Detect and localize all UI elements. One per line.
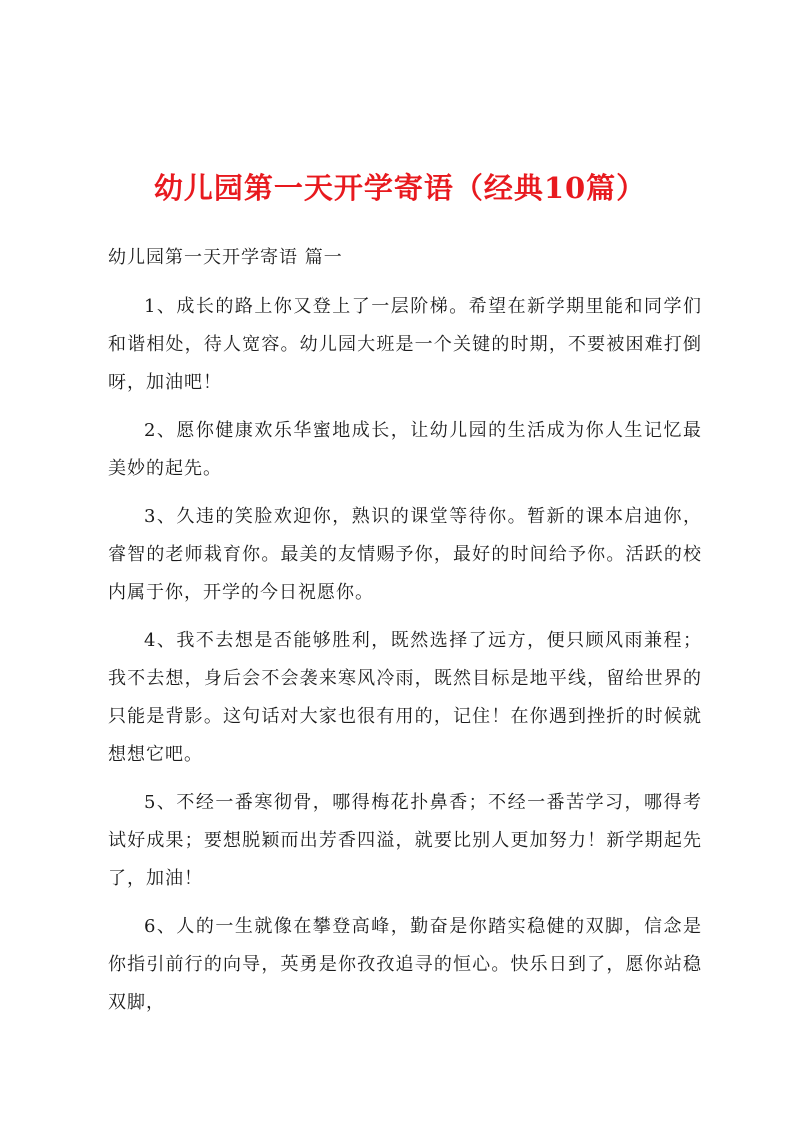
paragraph-5: 5、不经一番寒彻骨，哪得梅花扑鼻香；不经一番苦学习，哪得考试好成果；要想脱颖而出芳香四溢，就要比别人更加努力！新学期起先了，加油！ <box>108 792 702 889</box>
paragraph-2: 2、愿你健康欢乐华蜜地成长，让幼儿园的生活成为你人生记忆最美妙的起先。 <box>108 420 702 479</box>
paragraph-3: 3、久违的笑脸欢迎你，熟识的课堂等待你。暂新的课本启迪你，睿智的老师栽育你。最美的友情赐予你，最好的时间给予你。活跃的校内属于你，开学的今日祝愿你。 <box>108 506 702 603</box>
document-body <box>108 240 702 1032</box>
page-title: 幼儿园第一天开学寄语（经典10篇） <box>153 171 647 205</box>
paragraph-6: 6、人的一生就像在攀登高峰，勤奋是你踏实稳健的双脚，信念是你指引前行的向导，英勇是你孜孜追寻的恒心。快乐日到了，愿你站稳双脚， <box>108 916 702 1013</box>
paragraph-1: 1、成长的路上你又登上了一层阶梯。希望在新学期里能和同学们和谐相处，待人宽容。幼儿园大班是一个关键的时期，不要被困难打倒呀，加油吧！ <box>108 296 702 393</box>
paragraph-4: 4、我不去想是否能够胜利，既然选择了远方，便只顾风雨兼程；我不去想，身后会不会袭来寒风冷雨，既然目标是地平线，留给世界的只能是背影。这句话对大家也很有用的，记住！在你遇到挫折的时候就想想它吧。 <box>108 630 702 765</box>
section-heading: 幼儿园第一天开学寄语 篇一 <box>108 247 343 268</box>
